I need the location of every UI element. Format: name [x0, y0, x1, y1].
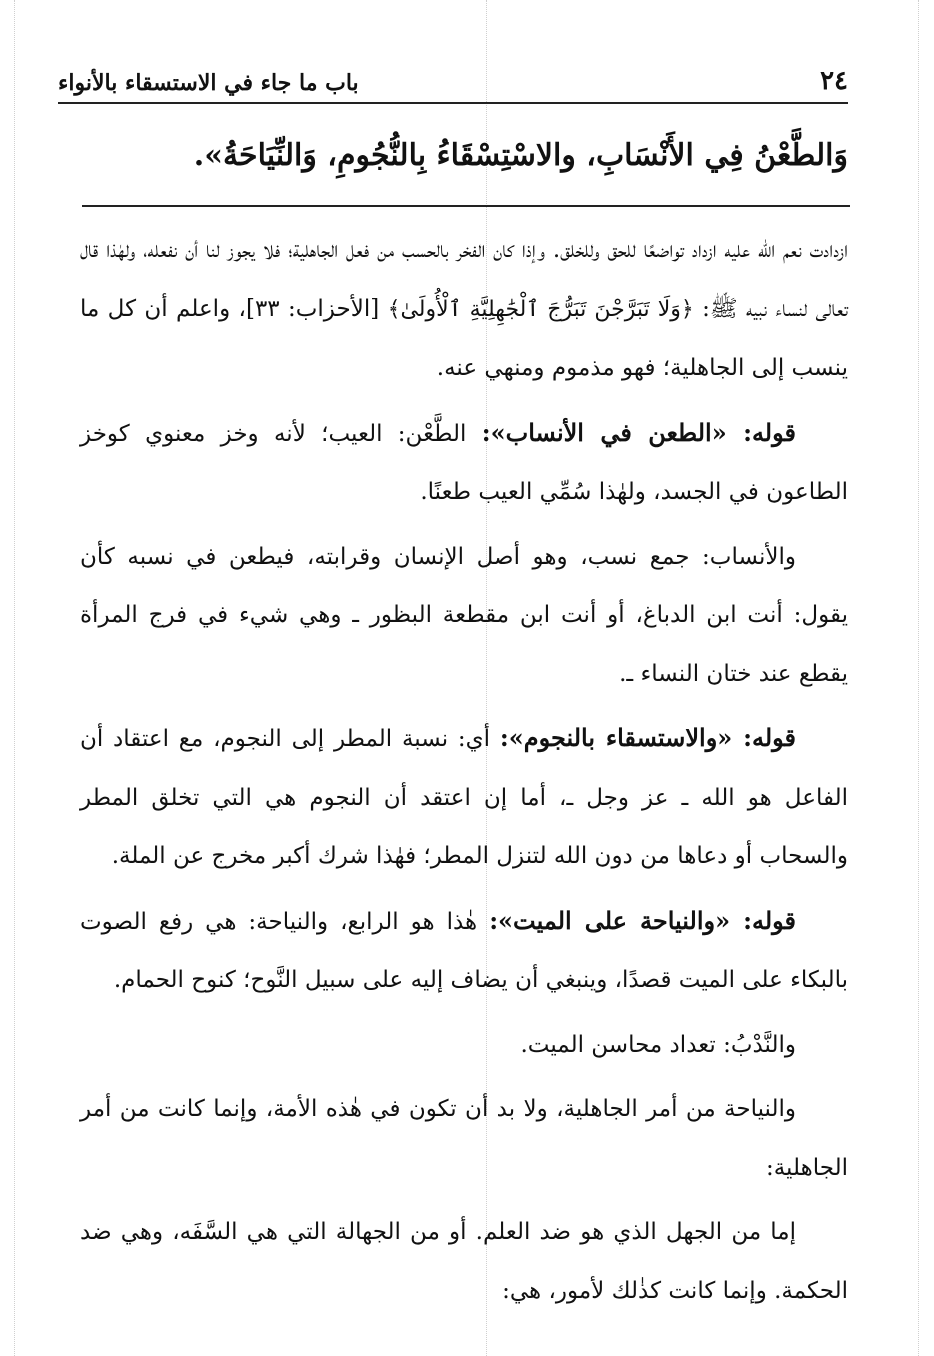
paragraph-text: أي: نسبة المطر إلى النجوم، مع اعتقاد أن الفاعل هو الله ـ عز وجل ـ، أما إن اعتقد أن النجوم هي التي تخلق المطر والسحاب أو دعاها من دون الله لتنزل المطر؛ فهٰذا شرك أكبر مخرج عن الملة. — [80, 726, 848, 869]
paragraph — [80, 1080, 848, 1197]
separator-rule — [82, 205, 850, 207]
paragraph-text: والأنساب: جمع نسب، وهو أصل الإنسان وقرابته، فيطعن في نسبه كأن يقول: أنت ابن الدباغ، أو أنت ابن مقطعة البظور ـ وهي شيء في فرج المرأة يقطع عند ختان النساء ـ. — [80, 543, 848, 687]
scan-guide-line — [14, 0, 15, 1356]
paragraph — [80, 221, 848, 398]
quoted-term: قوله: «الطعن في الأنساب»: — [481, 417, 796, 447]
paragraph-text: والنياحة من أمر الجاهلية، ولا بد أن تكون في هٰذه الأمة، وإنما كانت من أمر الجاهلية: — [80, 1096, 848, 1181]
paragraph-text: الطَّعْن: العيب؛ لأنه وخز معنوي كوخز الطاعون في الجسد، ولهٰذا سُمِّي العيب طعنًا. — [80, 420, 848, 505]
commentary-body — [80, 221, 848, 1326]
paragraph-text: والنَّدْبُ: تعداد محاسن الميت. — [520, 1031, 796, 1058]
quoted-term: قوله: «والنياحة على الميت»: — [489, 905, 797, 935]
page-number: ٢٤ — [820, 66, 848, 96]
running-title: باب ما جاء في الاستسقاء بالأنواء — [58, 70, 359, 96]
quoted-term: قوله: «والاستسقاء بالنجوم»: — [499, 723, 797, 752]
quran-verse: ﴿وَلَا تَبَرَّجْنَ تَبَرُّجَ ٱلْجَٰهِلِيَّةِ ٱلْأُولَىٰ﴾ — [387, 296, 694, 322]
paragraph-text: ازدادت نعم الله عليه ازداد تواضعًا للحق وللخلق. وإذا كان الفخر بالحسب من فعل الجاهلية؛ فلا يجوز لنا أن نفعله، ولهٰذا قال تعالى لنساء نبيه ﷺ: — [80, 237, 849, 322]
paragraph — [80, 404, 848, 522]
paragraph-text: هٰذا هو الرابع، والنياحة: هي رفع الصوت بالبكاء على الميت قصدًا، وينبغي أن يضاف إليه على سبيل النَّوح؛ كنوح الحمام. — [80, 908, 848, 993]
paragraph-text: إما من الجهل الذي هو ضد العلم. أو من الجهالة التي هي السَّفَه، وهي ضد الحكمة. وإنما كانت كذٰلك لأمور، هي: — [80, 1219, 848, 1304]
paragraph — [80, 892, 848, 1010]
scan-guide-line — [918, 0, 919, 1356]
paragraph — [80, 709, 848, 886]
page-header — [58, 52, 848, 104]
paragraph — [80, 1016, 848, 1075]
paragraph-text: [الأحزاب: ٣٣]، واعلم أن كل ما ينسب إلى الجاهلية؛ فهو مذموم ومنهي عنه. — [80, 295, 848, 381]
paragraph — [80, 528, 848, 704]
matn-text: وَالطَّعْنُ فِي الأَنْسَابِ، والاسْتِسْقَاءُ بِالنُّجُومِ، وَالنِّيَاحَةُ». — [193, 138, 848, 173]
paragraph — [80, 1203, 848, 1320]
